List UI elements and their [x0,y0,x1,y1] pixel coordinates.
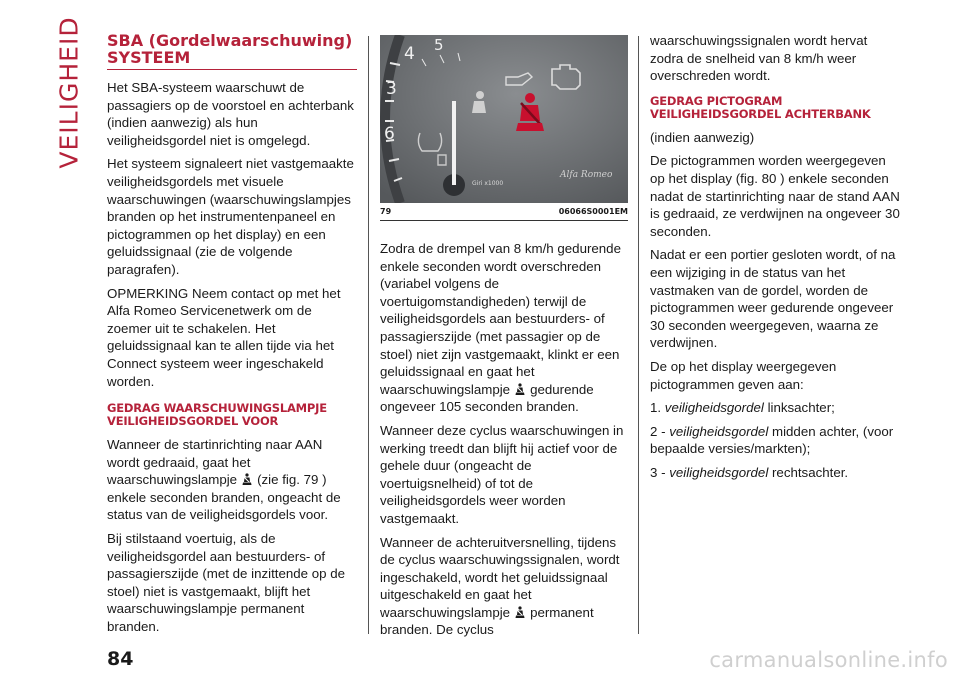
column-1 [107,32,357,642]
paragraph [380,534,630,640]
list-item-text: linksachter; [767,400,835,416]
list-item [650,464,903,482]
section-title-line1: SBA (Gordelwaarschuwing) [107,31,353,50]
dial-unit: Giri x1000 [472,180,504,187]
dial-number: 5 [434,36,444,54]
paragraph: OPMERKING Neem contact op met het Alfa Romeo Servicenetwerk om de zoemer uit te schakelen. Het geluidssignaal kan te allen tijde via het Connect systeem weer ingeschakeld worden. [107,285,341,389]
list-item-italic: veiligheidsgordel [669,423,769,439]
list-item-italic: veiligheidsgordel [664,400,764,416]
figure-code: 06066S0001EM [558,207,628,216]
brand-script: Alfa Romeo [560,170,613,180]
column-divider-left [368,36,369,634]
list-item-number: 1. [650,400,662,416]
subsection-title-line1: GEDRAG PICTOGRAM [650,93,783,108]
dial-number: 6 [384,124,395,144]
column-divider-right [638,36,639,634]
paragraph-text: Wanneer de achteruitversnelling, tijdens de cyclus waarschuwingssignalen, wordt ingeschakeld, wordt het geluidssignaal uitgeschakeld en gaat het waarschuwingslampje [380,534,620,620]
paragraph: Het systeem signaleert niet vastgemaakte veiligheidsgordels met visuele waarschuwingen (waarschuwingslampjes branden op het instrumentenpaneel en pictogrammen op het display) en een geluidssignaal (zie de volgende paragrafen). [107,156,354,277]
paragraph: De pictogrammen worden weergegeven op het display (fig. 80 ) enkele seconden nadat de startinrichting naar de stand AAN is gedraaid, ze verdwijnen na ongeveer 30 seconden. [650,153,900,239]
list-item-number: 3 - [650,464,666,480]
paragraph-text: permanent branden. De cyclus [380,604,594,638]
subsection-title-line1: GEDRAG WAARSCHUWINGSLAMPJE [107,401,327,416]
list-item-number: 2 - [650,423,666,439]
subsection-title-line2: VEILIGHEIDSGORDEL VOOR [107,414,279,429]
figure-caption [380,207,628,216]
section-label [52,16,86,169]
paragraph: De op het display weergegeven pictogrammen geven aan: [650,358,837,392]
page-number: 84 [107,648,134,670]
subsection-title [650,95,903,121]
dial-number: 3 [386,79,397,99]
column-3 [650,32,903,487]
list-item [650,399,903,417]
paragraph [107,436,357,524]
seatbelt-warning-icon [514,383,526,396]
figure-number: 79 [380,207,392,216]
subsection-title [107,402,357,428]
seatbelt-warning-icon [514,606,526,619]
list-item [650,423,903,458]
instrument-panel-figure [380,35,628,203]
paragraph: Nadat er een portier gesloten wordt, of na een wijziging in de status van het vastmaken van de gordel, worden de pictogrammen weer gedurende ongeveer 30 seconden weergegeven, waarna ze verdwijnen. [650,247,896,351]
section-title [107,32,357,70]
paragraph-text: Zodra de drempel van 8 km/h gedurende enkele seconden wordt overschreden (variabel volgens de voertuigomstandigheden) terwijl de veiligheidsgordels aan bestuurders- of passagierszijde (met passagier op de stoel) niet zijn vastgemaakt, klinkt er een geluidssignaal en gaat het waarschuwingslampje [380,241,621,397]
paragraph: Bij stilstaand voertuig, als de veiligheidsgordel aan bestuurders- of passagierszijde (met de inzittende op de stoel) niet is vastgemaakt, blijft het waarschuwingslampje permanent branden. [107,531,346,635]
paragraph-text: (zie fig. 79 ) enkele seconden branden, ongeacht de status van de veiligheidsgordels voor. [107,472,341,523]
seatbelt-warning-icon [241,473,253,486]
section-label-text: VEILIGHEID [54,16,84,169]
column-2 [380,240,630,645]
watermark: carmanualsonline.info [709,648,948,672]
paragraph: Het SBA-systeem waarschuwt de passagiers op de voorstoel en achterbank (indien aanwezig) als hun veiligheidsgordel niet is omgelegd. [107,80,354,148]
paragraph: (indien aanwezig) [650,129,755,145]
list-item-italic: veiligheidsgordel [669,464,769,480]
needle [452,101,456,185]
paragraph [380,240,630,416]
paragraph: waarschuwingssignalen wordt hervat zodra de snelheid van 8 km/h weer overschreden wordt. [650,33,868,84]
list-item-text: rechtsachter. [772,464,849,480]
subsection-title-line2: VEILIGHEIDSGORDEL ACHTERBANK [650,106,871,121]
paragraph-text: gedurende ongeveer 105 seconden branden. [380,381,594,415]
list-item-text: midden achter, (voor bepaalde versies/markten); [650,423,894,457]
instrument-panel-illustration [380,35,628,203]
paragraph-text: Wanneer de startinrichting naar AAN wordt gedraaid, gaat het waarschuwingslampje [107,437,323,488]
figure-caption-rule [380,220,628,221]
dial-number: 4 [404,44,415,64]
paragraph: Wanneer deze cyclus waarschuwingen in werking treedt dan blijft hij actief voor de gehele duur (ongeacht de voertuigsnelheid) of tot de veiligheidsgordels weer worden vastgemaakt. [380,422,624,526]
section-title-line2: SYSTEEM [107,48,191,67]
